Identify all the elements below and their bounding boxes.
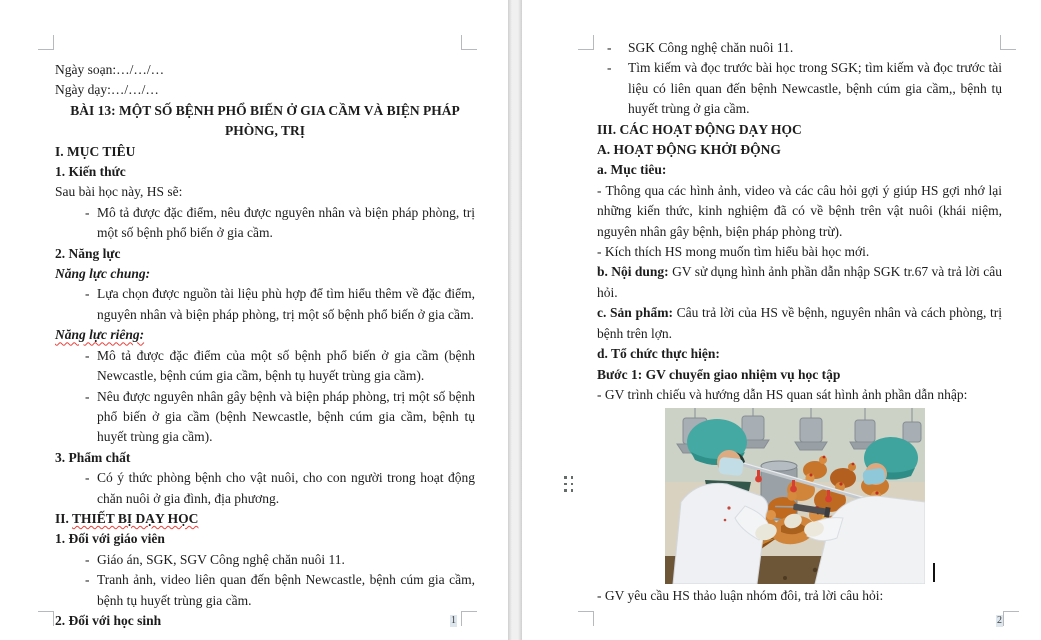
paragraph [597,262,1002,303]
text-run: GV sử dụng hình ảnh phần dẫn nhập SGK tr.67 và trả lời câu hỏi. [597,264,1003,300]
text-run: Thông qua các hình ảnh, video và các câu hỏi gợi ý giúp HS gợi nhớ lại những kiến thức, kinh nghiệm đã có về bệnh trên vật nuôi (khái niệm, nguyên nhân gây bệnh, biện pháp phòng trừ). [597,182,1003,239]
list-item [55,387,475,448]
page-1-text[interactable] [55,60,475,631]
bullet-dash: - [597,244,602,260]
text-run: 1. Kiến thức [55,164,126,180]
heading [597,365,1002,385]
heading [55,611,475,631]
bullet-dash: - [85,388,90,404]
bullet-dash: - [85,347,90,363]
bullet-dash: - [607,40,612,55]
text-run: 1. Đối với giáo viên [55,531,165,547]
list-item [55,550,475,570]
heading [55,162,475,182]
text-run: a. Mục tiêu: [597,162,667,178]
bullet-dash: - [85,470,90,486]
bullet-dash: - [597,386,602,402]
text-run: Bước 1: GV chuyển giao nhiệm vụ học tập [597,366,841,382]
list-item [597,586,1002,606]
list-item [597,58,1002,119]
text-run: Ngày dạy:…/…/… [55,82,159,98]
paragraph-drag-handle-icon[interactable] [564,476,573,492]
text-run: Câu trả lời của HS về bệnh, nguyên nhân và cách phòng, trị bệnh trên lợn. [597,305,1002,341]
text-run: Có ý thức phòng bệnh cho vật nuôi, cho con người trong hoạt động chăn nuôi ở gia đình, địa phương. [97,470,475,506]
bullet-dash: - [607,60,612,76]
bullet-dash: - [597,588,602,604]
page-number: 1 [451,615,456,626]
margin-corner-mark [1000,35,1016,50]
list-item [597,242,1002,262]
subheading [55,325,475,345]
bold-lead: c. Sản phẩm: [597,305,673,321]
bullet-dash: - [85,204,90,220]
text-run: Nêu được nguyên nhân gây bệnh và biện pháp phòng, trị một số bệnh phổ biến ở gia cầm (bệnh Newcastle, bệnh cúm gia cầm, bệnh tụ huyết trùng gia cầm). [97,388,475,445]
heading [55,142,475,162]
heading [55,244,475,264]
heading [597,344,1002,364]
list-item [55,468,475,509]
heading [55,509,475,529]
heading [597,160,1002,180]
document-title [55,101,475,142]
heading [55,529,475,549]
page-gap-divider [508,0,522,640]
text-run: 2. Năng lực [55,245,121,261]
heading-prefix: II. [55,510,73,526]
text-run: Ngày soạn:…/…/… [55,62,165,77]
paragraph [597,303,1002,344]
spellcheck-underlined-text: Năng lực riêng: [55,327,145,343]
text-run: Tìm kiếm và đọc trước bài học trong SGK; tìm kiếm và đọc trước tài liệu có liên quan đến bệnh Newcastle, bệnh cúm gia cầm,, bệnh tụ huyết trùng ở gia cầm. [628,60,1002,117]
text-run: BÀI 13: MỘT SỐ BỆNH PHỔ BIẾN Ở GIA CẦM VÀ BIỆN PHÁP PHÒNG, TRỊ [70,102,460,139]
text-run: III. CÁC HOẠT ĐỘNG DẠY HỌC [597,121,802,137]
text-run: d. Tổ chức thực hiện: [597,346,720,362]
text-run: Mô tả được đặc điểm của một số bệnh phổ biến ở gia cầm (bệnh Newcastle, bệnh cúm gia cầm, bệnh tụ huyết trùng gia cầm). [97,347,475,384]
page-2-text[interactable] [597,38,1002,607]
text-run: SGK Công nghệ chăn nuôi 11. [628,40,794,55]
list-item [597,38,1002,58]
page-2[interactable] [522,0,1041,640]
margin-corner-mark [578,35,594,50]
text-run: Giáo án, SGK, SGV Công nghệ chăn nuôi 11. [97,551,345,567]
margin-corner-mark [461,35,477,50]
text-run: Kích thích HS mong muốn tìm hiểu bài học mới. [604,244,870,260]
heading [597,120,1002,140]
bullet-dash: - [597,182,602,198]
spellcheck-underlined-text: THIẾT BỊ DẠY HỌC [72,510,199,526]
text-run: I. MỤC TIÊU [55,143,136,159]
text-run: A. HOẠT ĐỘNG KHỞI ĐỘNG [597,142,781,158]
paragraph [55,182,475,202]
text-run: Sau bài học này, HS sẽ: [55,184,183,200]
subheading [55,264,475,284]
text-run: 3. Phẩm chất [55,449,131,465]
bullet-dash: - [85,551,90,567]
margin-corner-mark [38,35,54,50]
heading [55,448,475,468]
text-run: GV trình chiếu và hướng dẫn HS quan sát hình ảnh phần dẫn nhập: [604,386,968,402]
text-run: GV yêu cầu HS thảo luận nhóm đôi, trả lời câu hỏi: [604,588,884,604]
list-item [55,346,475,387]
text-run: Lựa chọn được nguồn tài liệu phù hợp để tìm hiểu thêm về đặc điểm, nguyên nhân và biện pháp phòng, trị một số bệnh phổ biến ở gia cầm. [97,286,475,322]
list-item [597,181,1002,242]
heading [597,140,1002,160]
list-item [55,570,475,611]
text-run: Mô tả được đặc điểm, nêu được nguyên nhân và biện pháp phòng, trị một số bệnh phổ biến ở gia cầm. [97,204,475,241]
page-number: 2 [997,615,1002,626]
margin-corner-mark [38,611,54,626]
text-run: Tranh ảnh, video liên quan đến bệnh Newcastle, bệnh cúm gia cầm, bệnh tụ huyết trùng gia cầm. [97,572,475,608]
bullet-dash: - [85,572,90,588]
bullet-dash: - [85,286,90,302]
paragraph [55,60,475,80]
list-item [55,203,475,244]
text-run: 2. Đối với học sinh [55,612,162,628]
bold-lead: b. Nội dung: [597,264,669,280]
list-item [597,385,1002,405]
margin-corner-mark [461,611,477,626]
list-item [55,284,475,325]
margin-corner-mark [1003,611,1019,626]
text-cursor [933,563,935,582]
page-1[interactable] [0,0,508,640]
text-run: Năng lực chung: [55,266,151,282]
margin-corner-mark [578,611,594,626]
poultry-vaccination-photo[interactable] [665,408,925,584]
poultry-vaccination-illustration [665,408,925,584]
paragraph [55,80,475,100]
